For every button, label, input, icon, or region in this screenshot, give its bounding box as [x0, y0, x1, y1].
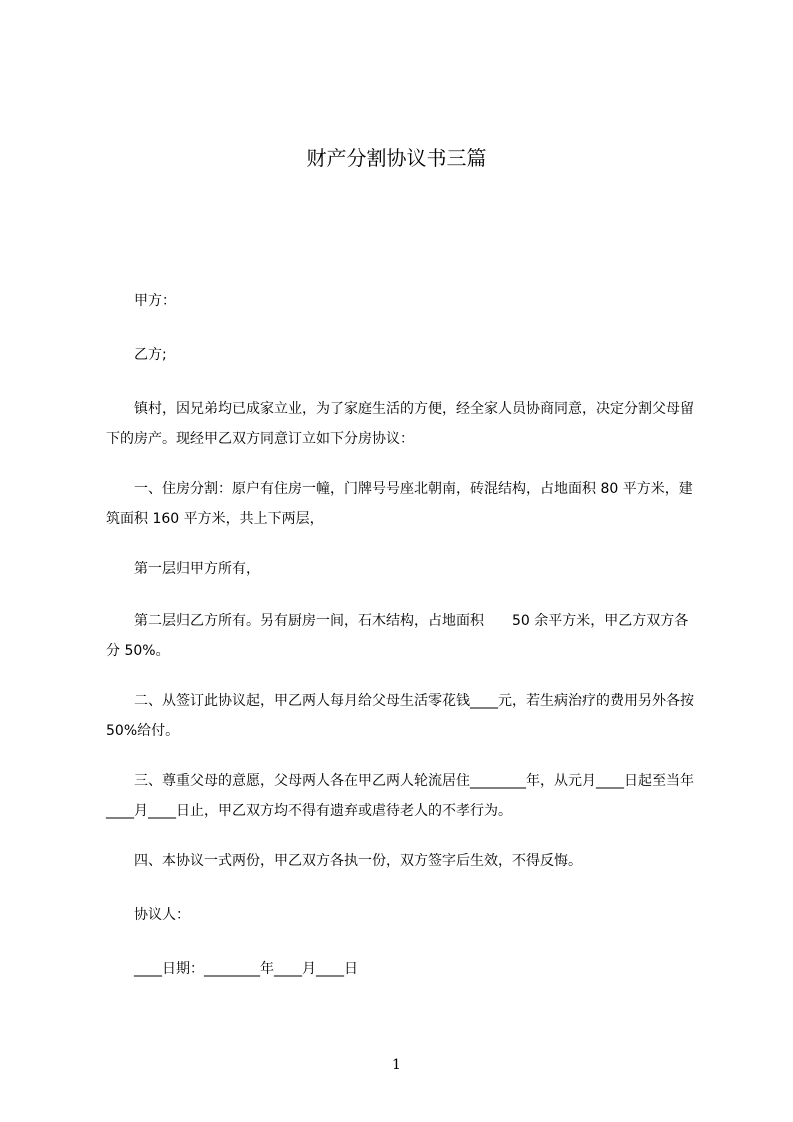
clause-two-paragraph: 二、从签订此协议起，甲乙两人每月给父母生活零花钱____元，若生病治疗的费用另外各按 50%给付。 — [106, 693, 694, 739]
party-b-line: 乙方; — [134, 347, 167, 363]
second-floor-paragraph: 第二层归乙方所有。另有厨房一间，石木结构，占地面积 50 余平方米，甲乙方双方各分 50%。 — [106, 613, 689, 659]
clause-three-paragraph: 三、尊重父母的意愿，父母两人各在甲乙两人轮流居住________年，从元月____日起至当年____月____日止，甲乙双方均不得有遗弃或虐待老人的不孝行为。 — [106, 773, 694, 819]
page-number: 1 — [392, 1057, 401, 1073]
first-floor-paragraph: 第一层归甲方所有， — [134, 561, 260, 577]
clause-four-paragraph: 四、本协议一式两份，甲乙双方各执一份，双方签字后生效，不得反悔。 — [134, 853, 582, 869]
date-line: ____日期：________年____月____日 — [134, 961, 358, 977]
party-a-line: 甲方： — [134, 293, 176, 309]
document-title: 财产分割协议书三篇 — [306, 146, 487, 170]
signatories-label: 协议人： — [134, 907, 190, 923]
clause-one-paragraph: 一、住房分割：原户有住房一幢，门牌号号座北朝南，砖混结构，占地面积 80 平方米，建筑面积 160 平方米，共上下两层， — [106, 481, 693, 527]
intro-paragraph: 镇村，因兄弟均已成家立业，为了家庭生活的方便，经全家人员协商同意，决定分割父母留下的房产。现经甲乙双方同意订立如下分房协议： — [106, 401, 694, 447]
